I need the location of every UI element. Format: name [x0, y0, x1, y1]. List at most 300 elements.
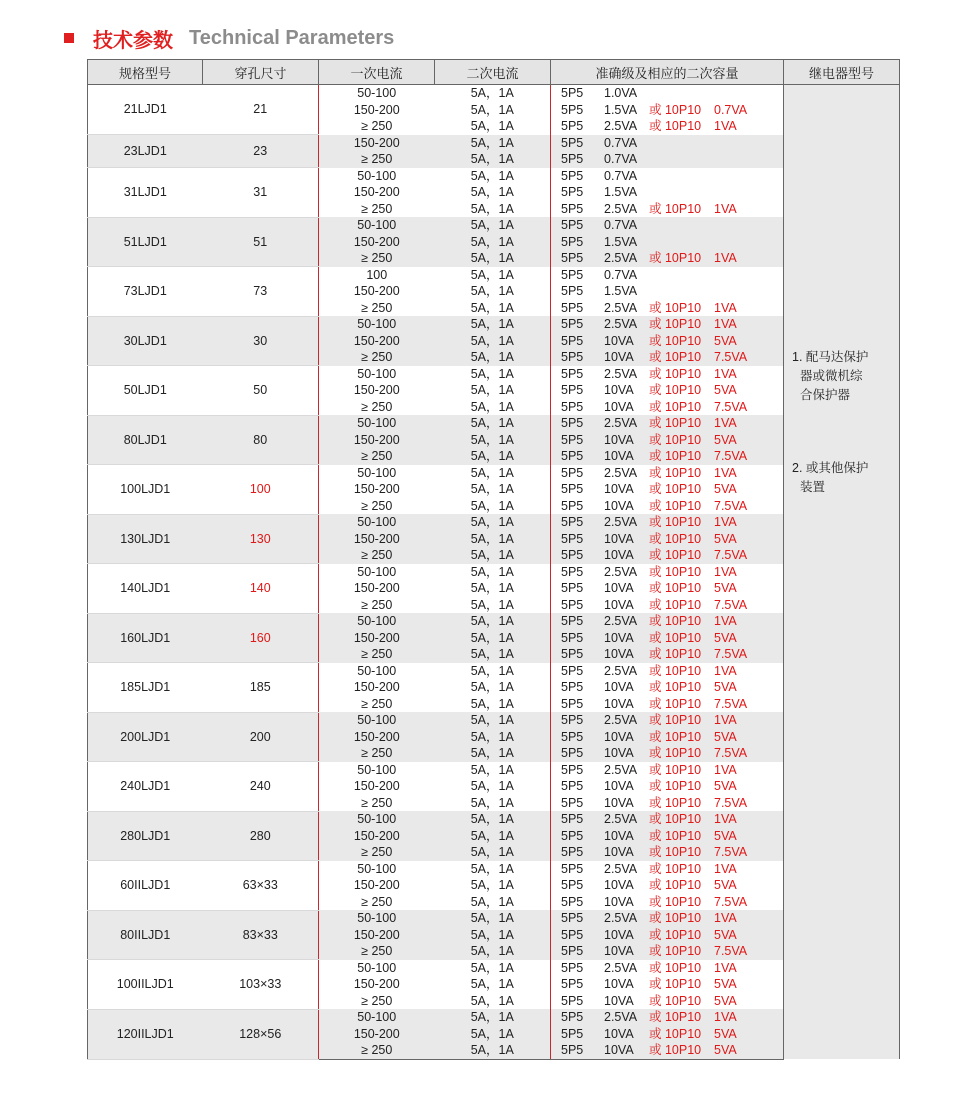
primary-current-cell: 150-200: [319, 184, 435, 201]
alt-capacity-value: 1VA: [714, 812, 737, 826]
secondary-current-cell: 5A，1A: [435, 201, 551, 218]
table-row: [88, 135, 900, 152]
secondary-current-cell: 5A，1A: [435, 597, 551, 614]
alt-accuracy-class: 或 10P10: [649, 1043, 702, 1057]
secondary-current-cell: 5A，1A: [435, 729, 551, 746]
primary-current-cell: ≥ 250: [319, 597, 435, 614]
capacity-value: 10VA: [604, 1026, 634, 1041]
alt-capacity-value: 7.5VA: [714, 647, 748, 661]
alt-accuracy-class: 或 10P10: [649, 614, 702, 628]
secondary-current-cell: 5A，1A: [435, 151, 551, 168]
table-row: [88, 712, 900, 729]
accuracy-capacity-cell: [551, 267, 784, 284]
secondary-current-cell: 5A，1A: [435, 630, 551, 647]
table-row: [88, 861, 900, 878]
accuracy-class: 5P5: [561, 350, 584, 364]
secondary-current-cell: 5A，1A: [435, 432, 551, 449]
table-row: [88, 960, 900, 977]
secondary-current-cell: 5A，1A: [435, 778, 551, 795]
alt-accuracy-class: 或 10P10: [649, 630, 702, 645]
accuracy-class: 5P5: [561, 564, 584, 579]
accuracy-capacity-cell: [551, 927, 784, 944]
capacity-value: 10VA: [604, 845, 634, 859]
capacity-value: 2.5VA: [604, 812, 638, 826]
alt-accuracy-class: 或 10P10: [649, 647, 702, 661]
capacity-value: 10VA: [604, 779, 634, 793]
capacity-value: 2.5VA: [604, 713, 638, 727]
accuracy-class: 5P5: [561, 614, 584, 628]
alt-accuracy-class: 或 10P10: [649, 564, 702, 579]
capacity-value: 1.0VA: [604, 86, 638, 100]
primary-current-cell: 150-200: [319, 679, 435, 696]
alt-capacity-value: 5VA: [714, 531, 737, 546]
table-row: [88, 811, 900, 828]
secondary-current-cell: 5A，1A: [435, 349, 551, 366]
alt-capacity-value: 5VA: [714, 1043, 737, 1057]
relay-note-line: 合保护器: [800, 387, 851, 402]
primary-current-cell: ≥ 250: [319, 118, 435, 135]
alt-accuracy-class: 或 10P10: [649, 845, 702, 859]
capacity-value: 10VA: [604, 647, 634, 661]
accuracy-capacity-cell: [551, 811, 784, 828]
alt-accuracy-class: 或 10P10: [649, 317, 702, 331]
primary-current-cell: 150-200: [319, 432, 435, 449]
accuracy-class: 5P5: [561, 861, 584, 876]
accuracy-class: 5P5: [561, 993, 584, 1008]
secondary-current-cell: 5A，1A: [435, 531, 551, 548]
table-row: [88, 168, 900, 185]
capacity-value: 10VA: [604, 449, 634, 463]
model-cell: 73LJD1: [88, 267, 203, 317]
header-model: 规格型号: [88, 60, 203, 85]
accuracy-capacity-cell: [551, 366, 784, 383]
accuracy-class: 5P5: [561, 300, 584, 315]
accuracy-class: 5P5: [561, 482, 584, 496]
capacity-value: 0.7VA: [604, 152, 638, 166]
capacity-value: 2.5VA: [604, 119, 638, 133]
capacity-value: 10VA: [604, 383, 634, 397]
primary-current-cell: 50-100: [319, 762, 435, 779]
accuracy-class: 5P5: [561, 597, 584, 612]
table-row: [88, 85, 900, 102]
accuracy-capacity-cell: [551, 795, 784, 812]
capacity-value: 2.5VA: [604, 762, 638, 777]
secondary-current-cell: 5A，1A: [435, 564, 551, 581]
secondary-current-cell: 5A，1A: [435, 844, 551, 861]
alt-capacity-value: 1VA: [714, 366, 737, 381]
accuracy-capacity-cell: [551, 1042, 784, 1059]
accuracy-class: 5P5: [561, 548, 584, 562]
secondary-current-cell: 5A，1A: [435, 118, 551, 135]
capacity-value: 10VA: [604, 399, 634, 414]
accuracy-class: 5P5: [561, 234, 584, 249]
secondary-current-cell: 5A，1A: [435, 960, 551, 977]
hole-size-cell: 50: [203, 366, 319, 416]
accuracy-class: 5P5: [561, 746, 584, 760]
table-row: [88, 613, 900, 630]
primary-current-cell: 50-100: [319, 861, 435, 878]
primary-current-cell: 50-100: [319, 465, 435, 482]
hole-size-cell: 100: [203, 465, 319, 515]
accuracy-class: 5P5: [561, 1043, 584, 1057]
alt-capacity-value: 7.5VA: [714, 548, 748, 562]
accuracy-class: 5P5: [561, 779, 584, 793]
accuracy-class: 5P5: [561, 828, 584, 843]
accuracy-capacity-cell: [551, 448, 784, 465]
capacity-value: 10VA: [604, 630, 634, 645]
primary-current-cell: ≥ 250: [319, 547, 435, 564]
table-row: [88, 762, 900, 779]
secondary-current-cell: 5A，1A: [435, 927, 551, 944]
accuracy-capacity-cell: [551, 828, 784, 845]
capacity-value: 2.5VA: [604, 300, 638, 315]
table-row: [88, 267, 900, 284]
capacity-value: 2.5VA: [604, 251, 638, 265]
capacity-value: 10VA: [604, 333, 634, 348]
alt-accuracy-class: 或 10P10: [649, 581, 702, 595]
alt-capacity-value: 7.5VA: [714, 795, 748, 810]
accuracy-capacity-cell: [551, 85, 784, 102]
accuracy-class: 5P5: [561, 416, 584, 430]
hole-size-cell: 130: [203, 514, 319, 564]
primary-current-cell: 150-200: [319, 283, 435, 300]
accuracy-class: 5P5: [561, 630, 584, 645]
secondary-current-cell: 5A，1A: [435, 663, 551, 680]
alt-accuracy-class: 或 10P10: [649, 333, 702, 348]
primary-current-cell: 150-200: [319, 1026, 435, 1043]
table-row: [88, 415, 900, 432]
accuracy-capacity-cell: [551, 762, 784, 779]
primary-current-cell: ≥ 250: [319, 151, 435, 168]
alt-accuracy-class: 或 10P10: [649, 432, 702, 447]
alt-capacity-value: 5VA: [714, 927, 737, 942]
secondary-current-cell: 5A，1A: [435, 316, 551, 333]
alt-accuracy-class: 或 10P10: [649, 878, 702, 892]
capacity-value: 10VA: [604, 498, 634, 513]
alt-accuracy-class: 或 10P10: [649, 977, 702, 991]
primary-current-cell: 50-100: [319, 168, 435, 185]
capacity-value: 1.5VA: [604, 102, 638, 117]
alt-accuracy-class: 或 10P10: [649, 911, 702, 925]
accuracy-capacity-cell: [551, 399, 784, 416]
secondary-current-cell: 5A，1A: [435, 646, 551, 663]
accuracy-capacity-cell: [551, 564, 784, 581]
hole-size-cell: 140: [203, 564, 319, 614]
alt-accuracy-class: 或 10P10: [649, 993, 702, 1008]
accuracy-capacity-cell: [551, 217, 784, 234]
alt-capacity-value: 7.5VA: [714, 746, 748, 760]
parameters-table: [87, 59, 900, 1060]
primary-current-cell: 50-100: [319, 217, 435, 234]
alt-capacity-value: 5VA: [714, 779, 737, 793]
capacity-value: 10VA: [604, 581, 634, 595]
capacity-value: 2.5VA: [604, 366, 638, 381]
accuracy-capacity-cell: [551, 976, 784, 993]
accuracy-capacity-cell: [551, 498, 784, 515]
accuracy-class: 5P5: [561, 729, 584, 744]
primary-current-cell: 50-100: [319, 910, 435, 927]
secondary-current-cell: 5A，1A: [435, 795, 551, 812]
alt-capacity-value: 5VA: [714, 432, 737, 447]
primary-current-cell: ≥ 250: [319, 201, 435, 218]
hole-size-cell: 21: [203, 85, 319, 135]
secondary-current-cell: 5A，1A: [435, 366, 551, 383]
capacity-value: 2.5VA: [604, 1010, 638, 1024]
accuracy-capacity-cell: [551, 250, 784, 267]
alt-accuracy-class: 或 10P10: [649, 1026, 702, 1041]
accuracy-capacity-cell: [551, 943, 784, 960]
accuracy-class: 5P5: [561, 218, 584, 232]
table-row: [88, 663, 900, 680]
capacity-value: 2.5VA: [604, 960, 638, 975]
model-cell: 100IILJD1: [88, 960, 203, 1010]
accuracy-capacity-cell: [551, 712, 784, 729]
alt-accuracy-class: 或 10P10: [649, 795, 702, 810]
alt-capacity-value: 1VA: [714, 614, 737, 628]
accuracy-capacity-cell: [551, 778, 784, 795]
accuracy-capacity-cell: [551, 333, 784, 350]
alt-accuracy-class: 或 10P10: [649, 531, 702, 546]
capacity-value: 10VA: [604, 350, 634, 364]
accuracy-capacity-cell: [551, 151, 784, 168]
primary-current-cell: 150-200: [319, 778, 435, 795]
primary-current-cell: ≥ 250: [319, 498, 435, 515]
secondary-current-cell: 5A，1A: [435, 283, 551, 300]
alt-accuracy-class: 或 10P10: [649, 927, 702, 942]
secondary-current-cell: 5A，1A: [435, 333, 551, 350]
alt-capacity-value: 1VA: [714, 119, 737, 133]
hole-size-cell: 240: [203, 762, 319, 812]
alt-capacity-value: 5VA: [714, 977, 737, 991]
accuracy-class: 5P5: [561, 960, 584, 975]
hole-size-cell: 63×33: [203, 861, 319, 911]
alt-accuracy-class: 或 10P10: [649, 828, 702, 843]
accuracy-class: 5P5: [561, 251, 584, 265]
accuracy-class: 5P5: [561, 465, 584, 480]
alt-accuracy-class: 或 10P10: [649, 713, 702, 727]
primary-current-cell: 150-200: [319, 481, 435, 498]
hole-size-cell: 160: [203, 613, 319, 663]
table-row: [88, 1009, 900, 1026]
alt-capacity-value: 5VA: [714, 878, 737, 892]
alt-accuracy-class: 或 10P10: [649, 779, 702, 793]
primary-current-cell: ≥ 250: [319, 1042, 435, 1059]
model-cell: 185LJD1: [88, 663, 203, 713]
primary-current-cell: ≥ 250: [319, 894, 435, 911]
secondary-current-cell: 5A，1A: [435, 514, 551, 531]
alt-capacity-value: 5VA: [714, 482, 737, 496]
alt-capacity-value: 1VA: [714, 663, 737, 678]
alt-accuracy-class: 或 10P10: [649, 366, 702, 381]
capacity-value: 2.5VA: [604, 861, 638, 876]
hole-size-cell: 51: [203, 217, 319, 267]
alt-accuracy-class: 或 10P10: [649, 944, 702, 958]
alt-capacity-value: 1VA: [714, 911, 737, 925]
alt-capacity-value: 7.5VA: [714, 696, 748, 711]
alt-accuracy-class: 或 10P10: [649, 762, 702, 777]
capacity-value: 2.5VA: [604, 663, 638, 678]
model-cell: 80IILJD1: [88, 910, 203, 960]
alt-capacity-value: 5VA: [714, 1026, 737, 1041]
accuracy-class: 5P5: [561, 894, 584, 909]
secondary-current-cell: 5A，1A: [435, 168, 551, 185]
secondary-current-cell: 5A，1A: [435, 382, 551, 399]
model-cell: 51LJD1: [88, 217, 203, 267]
capacity-value: 2.5VA: [604, 911, 638, 925]
model-cell: 50LJD1: [88, 366, 203, 416]
accuracy-class: 5P5: [561, 911, 584, 925]
primary-current-cell: 50-100: [319, 316, 435, 333]
alt-accuracy-class: 或 10P10: [649, 119, 702, 133]
hole-size-cell: 200: [203, 712, 319, 762]
secondary-current-cell: 5A，1A: [435, 85, 551, 102]
accuracy-class: 5P5: [561, 168, 584, 183]
accuracy-class: 5P5: [561, 317, 584, 331]
primary-current-cell: 150-200: [319, 333, 435, 350]
accuracy-class: 5P5: [561, 713, 584, 727]
secondary-current-cell: 5A，1A: [435, 1009, 551, 1026]
capacity-value: 10VA: [604, 993, 634, 1008]
secondary-current-cell: 5A，1A: [435, 976, 551, 993]
accuracy-class: 5P5: [561, 515, 584, 529]
accuracy-capacity-cell: [551, 646, 784, 663]
accuracy-capacity-cell: [551, 283, 784, 300]
accuracy-class: 5P5: [561, 383, 584, 397]
primary-current-cell: 50-100: [319, 514, 435, 531]
accuracy-capacity-cell: [551, 531, 784, 548]
primary-current-cell: ≥ 250: [319, 349, 435, 366]
alt-capacity-value: 1VA: [714, 300, 737, 315]
alt-accuracy-class: 或 10P10: [649, 696, 702, 711]
section-heading: [64, 24, 394, 52]
primary-current-cell: 50-100: [319, 960, 435, 977]
accuracy-class: 5P5: [561, 795, 584, 810]
alt-accuracy-class: 或 10P10: [649, 465, 702, 480]
primary-current-cell: ≥ 250: [319, 795, 435, 812]
alt-capacity-value: 1VA: [714, 251, 737, 265]
secondary-current-cell: 5A，1A: [435, 481, 551, 498]
secondary-current-cell: 5A，1A: [435, 613, 551, 630]
alt-capacity-value: 1VA: [714, 762, 737, 777]
primary-current-cell: 150-200: [319, 877, 435, 894]
alt-accuracy-class: 或 10P10: [649, 680, 702, 694]
table-row: [88, 465, 900, 482]
accuracy-class: 5P5: [561, 927, 584, 942]
accuracy-class: 5P5: [561, 581, 584, 595]
alt-capacity-value: 1VA: [714, 1010, 737, 1024]
table-row: [88, 564, 900, 581]
capacity-value: 10VA: [604, 1043, 634, 1057]
secondary-current-cell: 5A，1A: [435, 399, 551, 416]
capacity-value: 0.7VA: [604, 135, 638, 150]
accuracy-capacity-cell: [551, 1026, 784, 1043]
capacity-value: 10VA: [604, 432, 634, 447]
primary-current-cell: 150-200: [319, 102, 435, 119]
alt-accuracy-class: 或 10P10: [649, 1010, 702, 1024]
accuracy-capacity-cell: [551, 316, 784, 333]
secondary-current-cell: 5A，1A: [435, 696, 551, 713]
accuracy-capacity-cell: [551, 663, 784, 680]
capacity-value: 10VA: [604, 828, 634, 843]
relay-note-line: 1. 配马达保护: [792, 349, 869, 364]
accuracy-capacity-cell: [551, 745, 784, 762]
capacity-value: 2.5VA: [604, 564, 638, 579]
accuracy-class: 5P5: [561, 366, 584, 381]
secondary-current-cell: 5A，1A: [435, 877, 551, 894]
secondary-current-cell: 5A，1A: [435, 712, 551, 729]
model-cell: 160LJD1: [88, 613, 203, 663]
secondary-current-cell: 5A，1A: [435, 135, 551, 152]
secondary-current-cell: 5A，1A: [435, 465, 551, 482]
table-header-row: [88, 60, 900, 85]
alt-capacity-value: 7.5VA: [714, 350, 748, 364]
accuracy-capacity-cell: [551, 547, 784, 564]
capacity-value: 0.7VA: [604, 267, 638, 282]
alt-capacity-value: 5VA: [714, 333, 737, 348]
accuracy-class: 5P5: [561, 498, 584, 513]
alt-capacity-value: 7.5VA: [714, 597, 748, 612]
model-cell: 60IILJD1: [88, 861, 203, 911]
alt-capacity-value: 5VA: [714, 383, 737, 397]
alt-accuracy-class: 或 10P10: [649, 498, 702, 513]
alt-capacity-value: 1VA: [714, 317, 737, 331]
capacity-value: 10VA: [604, 531, 634, 546]
alt-capacity-value: 5VA: [714, 630, 737, 645]
model-cell: 240LJD1: [88, 762, 203, 812]
bullet-square-icon: [64, 33, 74, 43]
hole-size-cell: 30: [203, 316, 319, 366]
primary-current-cell: 150-200: [319, 531, 435, 548]
model-cell: 130LJD1: [88, 514, 203, 564]
accuracy-class: 5P5: [561, 878, 584, 892]
accuracy-capacity-cell: [551, 844, 784, 861]
hole-size-cell: 80: [203, 415, 319, 465]
alt-accuracy-class: 或 10P10: [649, 482, 702, 496]
alt-capacity-value: 1VA: [714, 861, 737, 876]
hole-size-cell: 83×33: [203, 910, 319, 960]
capacity-value: 10VA: [604, 878, 634, 892]
accuracy-class: 5P5: [561, 333, 584, 348]
alt-capacity-value: 1VA: [714, 515, 737, 529]
secondary-current-cell: 5A，1A: [435, 993, 551, 1010]
secondary-current-cell: 5A，1A: [435, 547, 551, 564]
secondary-current-cell: 5A，1A: [435, 679, 551, 696]
accuracy-capacity-cell: [551, 514, 784, 531]
alt-accuracy-class: 或 10P10: [649, 729, 702, 744]
alt-accuracy-class: 或 10P10: [649, 894, 702, 909]
accuracy-class: 5P5: [561, 102, 584, 117]
relay-note-line: 器或微机综: [800, 368, 863, 383]
primary-current-cell: 50-100: [319, 564, 435, 581]
primary-current-cell: 50-100: [319, 712, 435, 729]
capacity-value: 10VA: [604, 977, 634, 991]
secondary-current-cell: 5A，1A: [435, 217, 551, 234]
accuracy-capacity-cell: [551, 696, 784, 713]
accuracy-capacity-cell: [551, 729, 784, 746]
capacity-value: 1.5VA: [604, 234, 638, 249]
accuracy-class: 5P5: [561, 1026, 584, 1041]
primary-current-cell: 150-200: [319, 234, 435, 251]
header-hole-size: 穿孔尺寸: [203, 60, 319, 85]
accuracy-class: 5P5: [561, 663, 584, 678]
accuracy-class: 5P5: [561, 152, 584, 166]
table-row: [88, 514, 900, 531]
model-cell: 280LJD1: [88, 811, 203, 861]
accuracy-class: 5P5: [561, 812, 584, 826]
secondary-current-cell: 5A，1A: [435, 184, 551, 201]
capacity-value: 2.5VA: [604, 614, 638, 628]
primary-current-cell: ≥ 250: [319, 399, 435, 416]
